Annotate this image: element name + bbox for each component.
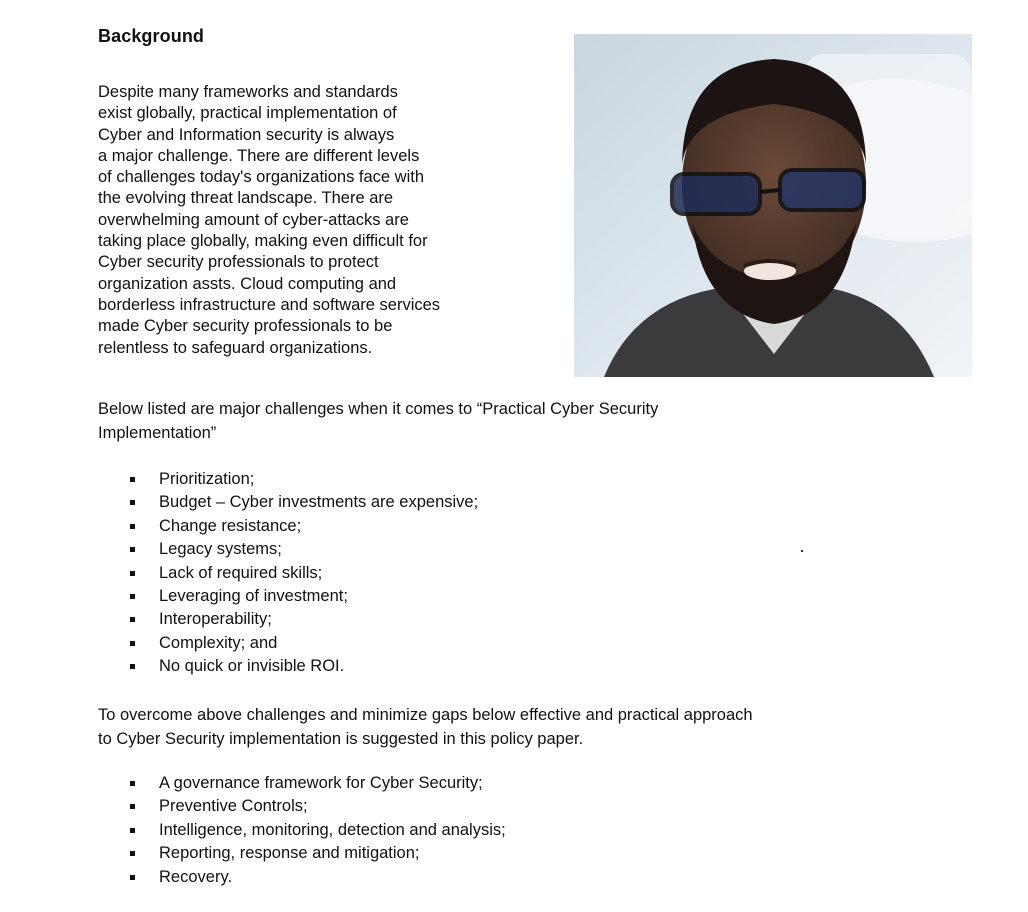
list-item-text: Legacy systems; — [159, 540, 282, 559]
list-item — [130, 655, 478, 678]
list-item — [130, 819, 506, 842]
bullet-icon — [130, 641, 135, 646]
list-item-text: Prioritization; — [159, 470, 255, 488]
background-paragraph — [98, 82, 498, 359]
paragraph-line: of challenges today's organizations face with — [98, 168, 425, 187]
list-item — [130, 468, 478, 491]
list-item-text: Recovery. — [159, 867, 233, 886]
list-item — [130, 538, 478, 561]
bullet-icon — [130, 477, 135, 482]
list-item — [130, 515, 478, 538]
list-item — [130, 585, 478, 608]
bullet-icon — [130, 524, 135, 529]
paragraph-line: Implementation” — [98, 424, 217, 442]
paragraph-line: to Cyber Security implementation is suggested in this policy paper. — [98, 730, 584, 748]
challenges-intro — [98, 397, 658, 445]
list-item-text: A governance framework for Cyber Security; — [159, 774, 483, 792]
paragraph-line: a major challenge. There are different levels — [98, 146, 420, 165]
list-item-text: Complexity; and — [159, 633, 278, 652]
bullet-icon — [130, 547, 135, 552]
bullet-icon — [130, 875, 135, 880]
bullet-icon — [130, 851, 135, 856]
list-item — [130, 866, 506, 889]
paragraph-line: Below listed are major challenges when it comes to “Practical Cyber Security — [98, 400, 659, 418]
list-item-text: Reporting, response and mitigation; — [159, 844, 420, 863]
paragraph-line: Despite many frameworks and standards — [98, 83, 398, 101]
list-item — [130, 842, 506, 865]
list-item-text: Intelligence, monitoring, detection and analysis; — [159, 820, 506, 839]
bullet-icon — [130, 781, 135, 786]
paragraph-line: Cyber and Information security is always — [98, 125, 395, 144]
paragraph-line: overwhelming amount of cyber-attacks are — [98, 210, 409, 229]
paragraph-line: Cyber security professionals to protect — [98, 253, 379, 272]
speaker-illustration — [574, 34, 972, 377]
list-item-text: Preventive Controls; — [159, 797, 308, 816]
list-item — [130, 795, 506, 818]
paragraph-line: relentless to safeguard organizations. — [98, 338, 373, 357]
list-item-text: Budget – Cyber investments are expensive; — [159, 493, 479, 512]
list-item-text: Leveraging of investment; — [159, 587, 348, 606]
section-heading: Background — [98, 26, 205, 46]
paragraph-line: organization assts. Cloud computing and — [98, 274, 397, 293]
bullet-icon — [130, 828, 135, 833]
speaker-video-feed — [574, 34, 972, 377]
stray-mark — [801, 550, 803, 552]
bullet-icon — [130, 804, 135, 809]
list-item — [130, 772, 506, 795]
paragraph-line: exist globally, practical implementation of — [98, 104, 397, 123]
bullet-icon — [130, 594, 135, 599]
list-item — [130, 491, 478, 514]
paragraph-line: taking place globally, making even difficult for — [98, 232, 428, 251]
list-item — [130, 632, 478, 655]
approach-list — [130, 772, 506, 889]
list-item — [130, 608, 478, 631]
bullet-icon — [130, 664, 135, 669]
paragraph-line: the evolving threat landscape. There are — [98, 189, 394, 208]
list-item-text: No quick or invisible ROI. — [159, 657, 345, 676]
list-item-text: Change resistance; — [159, 516, 302, 535]
paragraph-line: To overcome above challenges and minimize gaps below effective and practical approach — [98, 706, 753, 724]
paragraph-line: borderless infrastructure and software services — [98, 295, 441, 314]
bullet-icon — [130, 571, 135, 576]
list-item-text: Interoperability; — [159, 610, 272, 629]
bullet-icon — [130, 617, 135, 622]
bullet-icon — [130, 500, 135, 505]
paragraph-line: made Cyber security professionals to be — [98, 317, 393, 336]
challenges-list — [130, 468, 478, 679]
list-item — [130, 562, 478, 585]
list-item-text: Lack of required skills; — [159, 563, 323, 582]
approach-intro — [98, 703, 753, 751]
